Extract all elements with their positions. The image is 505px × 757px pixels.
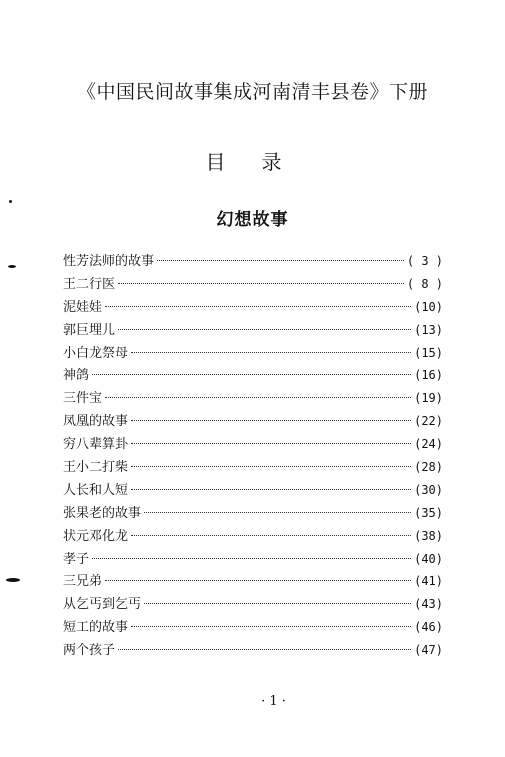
toc-entry [63,616,443,639]
dot-leader [157,260,404,261]
entry-page: (30) [414,482,443,497]
toc-entry [63,410,443,433]
entry-title: 三件宝 [63,391,103,407]
dot-leader [92,558,411,559]
entry-page: (19) [414,391,443,406]
entry-title: 王二行医 [63,276,116,292]
entry-title: 两个孩子 [63,643,116,659]
dot-leader [105,580,411,581]
toc-entry [63,319,443,342]
entry-title: 孝子 [63,551,90,567]
dot-leader [118,329,411,330]
entry-page: (13) [414,322,443,337]
entry-title: 穷八辈算卦 [63,437,129,453]
dot-leader [131,443,411,444]
entry-page: (43) [414,597,443,612]
scan-speck [6,578,20,582]
toc-entry [63,296,443,319]
entry-page: ( 3 ) [406,254,443,268]
entry-title: 性芳法师的故事 [63,254,155,269]
toc-entry [63,433,443,456]
entry-page: (35) [414,505,443,520]
entry-page: (47) [414,643,443,658]
entry-title: 从乞丐到乞丐 [63,597,142,613]
toc-entry [63,502,443,525]
dot-leader [92,374,411,375]
entry-title: 人长和人短 [63,482,129,498]
dot-leader [131,420,411,421]
toc-entry [63,570,443,593]
book-title: 《中国民间故事集成河南清丰县卷》下册 [76,81,428,103]
toc-entry [63,479,443,502]
entry-title: 张果老的故事 [63,505,142,521]
entry-title: 凤凰的故事 [63,414,129,430]
toc-entry [63,639,443,662]
dot-leader [118,649,411,650]
entry-title: 王小二打柴 [63,460,129,476]
entry-page: (41) [414,574,443,589]
page-number: · 1 · [261,694,286,709]
entry-title: 三兄弟 [63,574,103,590]
toc-entry [63,387,443,410]
entry-title: 神鸽 [63,368,90,384]
entry-title: 短工的故事 [63,620,129,636]
toc-entry [63,342,443,365]
toc-entry [63,593,443,616]
entry-page: (15) [414,345,443,360]
entry-title: 状元邓化龙 [63,528,129,544]
dot-leader [131,466,411,467]
toc-entry [63,273,443,296]
dot-leader [144,512,411,513]
entry-page: (22) [414,414,443,429]
entry-title: 小白龙祭母 [63,345,129,361]
section-heading: 幻想故事 [216,210,289,230]
toc-heading: 目录 [205,150,318,174]
entry-title: 泥娃娃 [63,299,103,315]
toc-entry [63,364,443,387]
entry-page: (24) [414,437,443,452]
scan-speck [8,265,16,268]
dot-leader [131,352,411,353]
dot-leader [118,283,404,284]
dot-leader [105,306,411,307]
toc-entry [63,525,443,548]
dot-leader [105,397,411,398]
entry-page: (10) [414,299,443,314]
toc-entry [63,548,443,571]
entry-page: (28) [414,460,443,475]
entry-page: (16) [414,368,443,383]
entry-page: ( 8 ) [406,276,443,291]
entry-title: 郭巨埋儿 [63,322,116,338]
entry-page: (38) [414,528,443,543]
dot-leader [131,535,411,536]
toc-list [63,250,443,662]
toc-entry [63,456,443,479]
scan-speck [9,200,12,203]
toc-entry [63,250,443,273]
dot-leader [131,626,411,627]
dot-leader [131,489,411,490]
dot-leader [144,603,411,604]
entry-page: (46) [414,620,443,635]
entry-page: (40) [414,551,443,566]
